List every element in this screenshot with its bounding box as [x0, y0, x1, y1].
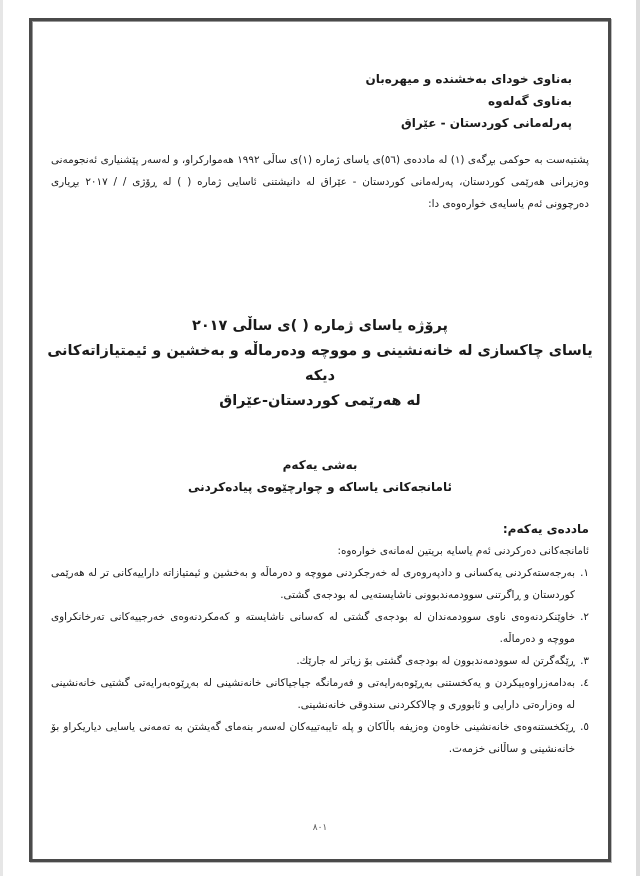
- section-heading-block: [42, 454, 598, 498]
- law-title-number: پرۆژە یاسای ژمارە ( )ی ساڵی ٢٠١٧: [191, 318, 448, 334]
- article-title: ماددەی یەکەم:: [502, 522, 589, 536]
- item-number: ٤.: [580, 677, 589, 689]
- scan-left-edge: [0, 0, 3, 876]
- header-basmala: بەناوی خودای بەخشندە و میهرەبان: [365, 72, 572, 86]
- article-item: [51, 650, 589, 672]
- article-item: [51, 672, 589, 716]
- item-text: بەدامەزراوەییکردن و یەکخستنی بەڕێوەبەرایەتی و فەرمانگە جیاجیاکانی خانەنشینی لە بەڕێوەبەرایەتی گشتیی خانەنشینی لە وەزارەتی دارایی و ئابووری و چالاککردنی سندوقی خانەنشینی.: [51, 677, 575, 711]
- article-item: [51, 606, 589, 650]
- item-number: ٣.: [580, 655, 589, 667]
- header-in-name-of-people: بەناوی گەلەوە: [487, 94, 572, 108]
- law-title-name: یاسای چاکسازی لە خانەنشینی و مووچە ودەرماڵە و بەخشین و ئیمتیازاتەکانی دیکە: [47, 343, 593, 384]
- article-item: [51, 716, 589, 760]
- item-number: ٢.: [580, 611, 589, 623]
- item-text: بەرجەستەکردنی یەکسانی و دادپەروەری لە خەرجکردنی مووچە و دەرماڵە و بەخشین و ئیمتیازاتە داراییەکانی تر لە هەرێمی کوردستان و ڕاگرتنی سوودمەندبوونی ناشایستەیی لە بودجەی گشتی.: [51, 567, 575, 601]
- document-header: [272, 68, 572, 134]
- law-title: [42, 314, 598, 414]
- article-intro: ئامانجەکانی دەرکردنی ئەم یاسایە بریتین لەمانەی خوارەوە:: [337, 545, 589, 557]
- article-item: [51, 562, 589, 606]
- item-number: ١.: [580, 567, 589, 579]
- item-text: خاوێنکردنەوەی ناوی سوودمەندان لە بودجەی گشتی لە کەسانی ناشایستە و کەمکردنەوەی خەرجییەکانی تەرخانکراوی مووچە و دەرماڵە.: [51, 611, 575, 645]
- item-text: ڕێگەگرتن لە سوودمەندبوون لە بودجەی گشتی بۆ زیاتر لە جارێك.: [296, 655, 575, 667]
- document-page-frame: [29, 18, 611, 862]
- preamble-paragraph: پشتبەست بە حوکمی بڕگەی (١) لە ماددەی (٥٦)ی یاسای ژمارە (١)ی ساڵی ١٩٩٢ هەموارکراو، و لەسەر پێشنیاری ئەنجومەنی وەزیرانی هەرێمی کوردستان، پەرلەمانی کوردستان - عێراق لە دانیشتنی ئاسایی ژمارە ( ) لە ڕۆژی / / ٢٠١٧ بڕیاری دەرچوونی ئەم یاسایەی خوارەوەی دا:: [51, 154, 590, 210]
- article-one: [51, 518, 589, 760]
- law-title-region: لە هەرێمی کوردستان-عێراق: [219, 393, 421, 409]
- item-number: ٥.: [580, 721, 589, 733]
- section-heading: بەشی یەکەم: [282, 458, 358, 472]
- scan-right-edge: [636, 0, 640, 876]
- header-parliament: پەرلەمانی کوردستان - عێراق: [401, 116, 572, 130]
- item-text: ڕێکخستنەوەی خانەنشینی خاوەن وەزیفە باڵاکان و پلە تایبەتییەکان لەسەر بنەمای گەیشتن بە تەمەنی یاسایی دیاریکراو بۆ خانەنشینی و ساڵانی خزمەت.: [51, 721, 575, 755]
- section-subheading: ئامانجەکانی یاساکە و چوارچێوەی پیادەکردنی: [188, 480, 452, 494]
- page-number: ٨٠١: [312, 823, 328, 833]
